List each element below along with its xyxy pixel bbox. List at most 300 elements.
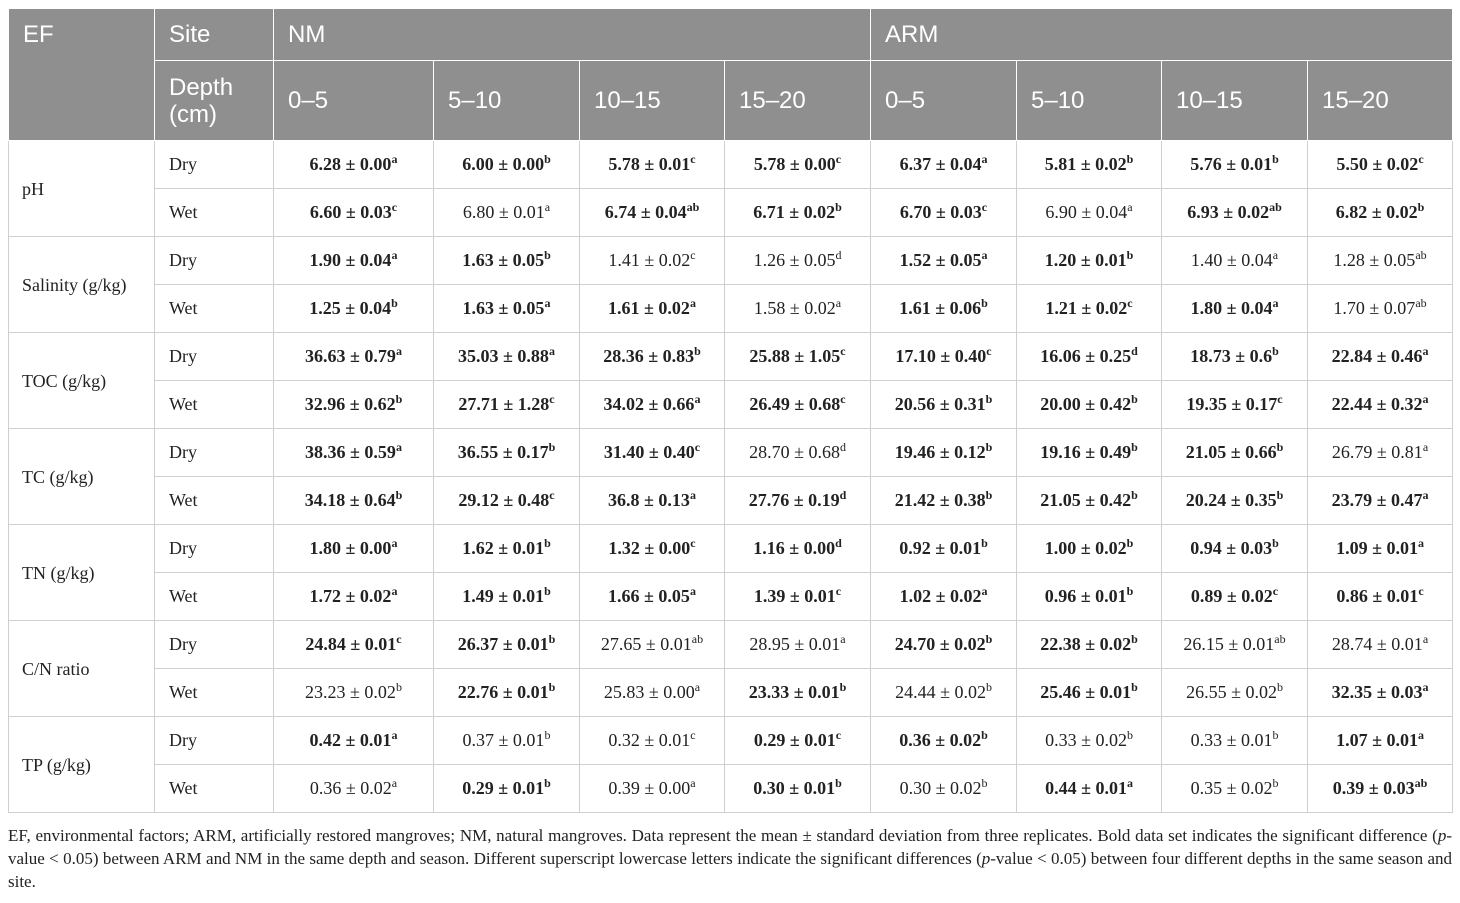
cell-value: 1.40 ± 0.04 xyxy=(1190,250,1273,270)
cell-value: 1.70 ± 0.07 xyxy=(1333,298,1416,318)
cell-superscript: b xyxy=(1272,152,1279,166)
cell-value: 26.55 ± 0.02 xyxy=(1186,682,1277,702)
table-row xyxy=(9,189,1453,237)
data-cell xyxy=(1162,381,1308,429)
cell-value: 1.80 ± 0.00 xyxy=(309,538,392,558)
data-cell xyxy=(580,573,725,621)
cell-value: 1.16 ± 0.00 xyxy=(753,538,836,558)
cell-value: 28.36 ± 0.83 xyxy=(603,346,695,366)
cell-value: 32.35 ± 0.03 xyxy=(1331,682,1423,702)
cell-superscript: a xyxy=(391,152,398,166)
season-label: Dry xyxy=(155,333,274,381)
cell-value: 6.70 ± 0.03 xyxy=(899,202,982,222)
cell-value: 17.10 ± 0.40 xyxy=(895,346,987,366)
cell-superscript: a xyxy=(1422,488,1429,502)
data-table-container xyxy=(8,8,1452,813)
data-cell xyxy=(725,669,871,717)
cell-superscript: a xyxy=(544,296,551,310)
season-label: Dry xyxy=(155,717,274,765)
season-label: Dry xyxy=(155,525,274,573)
data-cell xyxy=(1017,525,1162,573)
cell-superscript: a xyxy=(835,296,842,310)
data-cell xyxy=(274,621,434,669)
data-cell xyxy=(1308,765,1453,813)
cell-superscript: a xyxy=(981,584,988,598)
cell-value: 24.84 ± 0.01 xyxy=(305,634,397,654)
table-row xyxy=(9,717,1453,765)
cell-superscript: b xyxy=(1272,728,1279,742)
data-cell xyxy=(580,717,725,765)
cell-superscript: a xyxy=(1422,440,1429,454)
ef-label: C/N ratio xyxy=(9,621,155,717)
data-cell xyxy=(434,717,580,765)
ef-label: Salinity (g/kg) xyxy=(9,237,155,333)
cell-value: 26.79 ± 0.81 xyxy=(1331,442,1423,462)
cell-superscript: c xyxy=(549,392,555,406)
data-cell xyxy=(1308,381,1453,429)
ef-label: TC (g/kg) xyxy=(9,429,155,525)
data-cell xyxy=(580,525,725,573)
data-cell xyxy=(434,333,580,381)
data-cell xyxy=(434,429,580,477)
cell-superscript: b xyxy=(985,440,993,454)
data-cell xyxy=(1017,381,1162,429)
cell-value: 0.92 ± 0.01 xyxy=(899,538,982,558)
cell-value: 1.32 ± 0.00 xyxy=(608,538,691,558)
cell-value: 25.88 ± 1.05 xyxy=(749,346,841,366)
cell-value: 36.63 ± 0.79 xyxy=(305,346,396,366)
cell-superscript: c xyxy=(981,200,988,214)
cell-superscript: a xyxy=(689,488,696,502)
cell-value: 34.02 ± 0.66 xyxy=(603,394,695,414)
cell-superscript: b xyxy=(544,536,551,550)
cell-value: 0.86 ± 0.01 xyxy=(1336,586,1419,606)
data-cell xyxy=(871,189,1017,237)
cell-superscript: c xyxy=(835,584,842,598)
data-cell xyxy=(725,477,871,525)
season-label: Dry xyxy=(155,141,274,189)
cell-value: 1.09 ± 0.01 xyxy=(1336,538,1418,558)
cell-value: 1.49 ± 0.01 xyxy=(462,586,545,606)
cell-value: 0.33 ± 0.01 xyxy=(1190,730,1273,750)
data-cell xyxy=(871,477,1017,525)
season-label: Wet xyxy=(155,669,274,717)
cell-superscript: b xyxy=(981,776,988,790)
ef-label: TN (g/kg) xyxy=(9,525,155,621)
data-cell xyxy=(1308,525,1453,573)
cell-superscript: c xyxy=(690,152,696,166)
cell-superscript: a xyxy=(395,344,402,358)
data-cell xyxy=(1017,141,1162,189)
data-cell xyxy=(274,573,434,621)
cell-value: 26.49 ± 0.68 xyxy=(749,394,841,414)
footnote-text: -value < 0.05) between ARM and NM in the same depth and season. Different superscript lowercase letters indicate the significant differences ( xyxy=(8,826,1452,868)
cell-value: 1.20 ± 0.01 xyxy=(1044,250,1127,270)
data-cell xyxy=(580,621,725,669)
data-cell xyxy=(434,525,580,573)
cell-value: 5.76 ± 0.01 xyxy=(1190,154,1273,174)
footnote-text: EF, environmental factors; ARM, artificially restored mangroves; NM, natural mangroves. Data represent the mean ± standard deviation from three replicates. Bold data set indicates the significant difference ( xyxy=(8,826,1438,845)
data-cell xyxy=(871,381,1017,429)
header-group-nm: NM xyxy=(274,9,871,61)
data-cell xyxy=(725,333,871,381)
cell-superscript: b xyxy=(548,680,556,694)
cell-value: 1.21 ± 0.02 xyxy=(1045,298,1128,318)
cell-superscript: a xyxy=(391,248,398,262)
cell-value: 24.44 ± 0.02 xyxy=(895,682,986,702)
cell-superscript: b xyxy=(981,296,988,310)
cell-superscript: a xyxy=(1417,536,1424,550)
cell-superscript: b xyxy=(544,584,551,598)
data-cell xyxy=(1162,573,1308,621)
cell-value: 20.56 ± 0.31 xyxy=(894,394,986,414)
cell-superscript: ab xyxy=(1414,776,1428,790)
data-cell xyxy=(725,621,871,669)
ef-label: pH xyxy=(9,141,155,237)
cell-superscript: b xyxy=(544,248,551,262)
data-cell xyxy=(1017,477,1162,525)
data-cell xyxy=(1308,189,1453,237)
data-cell xyxy=(871,669,1017,717)
cell-value: 28.74 ± 0.01 xyxy=(1331,634,1423,654)
cell-superscript: d xyxy=(835,248,842,262)
data-cell xyxy=(434,669,580,717)
cell-superscript: a xyxy=(689,584,696,598)
cell-value: 1.28 ± 0.05 xyxy=(1333,250,1416,270)
header-depth-col: 15–20 xyxy=(1308,61,1453,141)
data-cell xyxy=(274,669,434,717)
cell-value: 0.35 ± 0.02 xyxy=(1190,778,1273,798)
cell-value: 20.00 ± 0.42 xyxy=(1040,394,1132,414)
season-label: Wet xyxy=(155,381,274,429)
cell-value: 0.39 ± 0.00 xyxy=(608,778,691,798)
cell-value: 0.32 ± 0.01 xyxy=(608,730,691,750)
cell-value: 1.90 ± 0.04 xyxy=(309,250,392,270)
cell-superscript: b xyxy=(1131,488,1138,502)
data-cell xyxy=(434,189,580,237)
data-cell xyxy=(1308,717,1453,765)
cell-superscript: b xyxy=(1131,680,1138,694)
header-depth-col: 10–15 xyxy=(580,61,725,141)
data-cell xyxy=(1162,429,1308,477)
cell-value: 1.62 ± 0.01 xyxy=(462,538,545,558)
data-cell xyxy=(1017,333,1162,381)
data-cell xyxy=(274,285,434,333)
cell-value: 23.23 ± 0.02 xyxy=(305,682,396,702)
cell-value: 0.96 ± 0.01 xyxy=(1044,586,1127,606)
cell-superscript: ab xyxy=(1415,296,1427,310)
data-cell xyxy=(1162,333,1308,381)
data-cell xyxy=(871,765,1017,813)
cell-superscript: b xyxy=(1126,728,1133,742)
cell-value: 1.66 ± 0.05 xyxy=(608,586,690,606)
header-row-groups xyxy=(9,9,1453,61)
cell-value: 36.55 ± 0.17 xyxy=(457,442,549,462)
data-cell xyxy=(1162,189,1308,237)
cell-value: 26.15 ± 0.01 xyxy=(1183,634,1275,654)
cell-superscript: a xyxy=(1126,776,1133,790)
ef-label: TOC (g/kg) xyxy=(9,333,155,429)
data-cell xyxy=(1017,429,1162,477)
data-cell xyxy=(871,717,1017,765)
data-cell xyxy=(1308,285,1453,333)
data-cell xyxy=(274,189,434,237)
cell-value: 6.90 ± 0.04 xyxy=(1045,202,1128,222)
cell-value: 1.52 ± 0.05 xyxy=(899,250,982,270)
cell-superscript: b xyxy=(1131,440,1138,454)
table-row xyxy=(9,765,1453,813)
footnote-italic-p: p xyxy=(1437,826,1447,845)
cell-superscript: c xyxy=(391,200,398,214)
cell-value: 25.46 ± 0.01 xyxy=(1040,682,1132,702)
cell-value: 19.46 ± 0.12 xyxy=(894,442,986,462)
header-depth-col: 15–20 xyxy=(725,61,871,141)
cell-superscript: a xyxy=(1272,296,1279,310)
header-row-depths xyxy=(9,61,1453,141)
cell-value: 1.72 ± 0.02 xyxy=(309,586,392,606)
cell-value: 6.93 ± 0.02 xyxy=(1187,202,1270,222)
cell-superscript: a xyxy=(1417,728,1424,742)
cell-value: 1.80 ± 0.04 xyxy=(1190,298,1273,318)
cell-value: 1.41 ± 0.02 xyxy=(608,250,691,270)
cell-superscript: b xyxy=(1126,536,1134,550)
cell-superscript: b xyxy=(1276,488,1284,502)
cell-value: 1.25 ± 0.04 xyxy=(309,298,392,318)
cell-superscript: a xyxy=(689,296,696,310)
cell-superscript: a xyxy=(981,152,988,166)
data-cell xyxy=(725,141,871,189)
data-cell xyxy=(580,141,725,189)
cell-value: 1.07 ± 0.01 xyxy=(1336,730,1418,750)
cell-value: 27.76 ± 0.19 xyxy=(748,490,840,510)
cell-value: 28.70 ± 0.68 xyxy=(749,442,840,462)
cell-superscript: b xyxy=(1131,392,1138,406)
cell-superscript: b xyxy=(395,488,403,502)
cell-superscript: a xyxy=(1127,200,1133,214)
data-cell xyxy=(1308,429,1453,477)
cell-superscript: a xyxy=(1422,392,1429,406)
cell-superscript: c xyxy=(694,440,701,454)
cell-superscript: b xyxy=(548,440,556,454)
cell-value: 26.37 ± 0.01 xyxy=(457,634,549,654)
header-depth-col: 5–10 xyxy=(434,61,580,141)
data-cell xyxy=(580,381,725,429)
cell-value: 27.71 ± 1.28 xyxy=(458,394,550,414)
table-row xyxy=(9,333,1453,381)
cell-superscript: ab xyxy=(1269,200,1282,214)
data-cell xyxy=(1162,525,1308,573)
data-cell xyxy=(1017,237,1162,285)
table-row xyxy=(9,477,1453,525)
table-row xyxy=(9,141,1453,189)
cell-superscript: c xyxy=(1127,296,1133,310)
data-cell xyxy=(274,765,434,813)
cell-superscript: b xyxy=(1272,344,1279,358)
cell-superscript: a xyxy=(1422,632,1429,646)
data-cell xyxy=(1162,669,1308,717)
cell-value: 22.76 ± 0.01 xyxy=(457,682,549,702)
cell-superscript: a xyxy=(1422,344,1429,358)
season-label: Dry xyxy=(155,237,274,285)
header-ef: EF xyxy=(9,9,155,141)
table-row xyxy=(9,237,1453,285)
data-cell xyxy=(274,717,434,765)
data-cell xyxy=(580,765,725,813)
data-cell xyxy=(1017,189,1162,237)
cell-value: 25.83 ± 0.00 xyxy=(603,682,695,702)
cell-superscript: a xyxy=(391,536,398,550)
cell-superscript: a xyxy=(544,200,551,214)
cell-superscript: b xyxy=(1131,632,1138,646)
cell-value: 19.16 ± 0.49 xyxy=(1040,442,1132,462)
data-cell xyxy=(1017,573,1162,621)
cell-superscript: a xyxy=(690,776,696,790)
table-row xyxy=(9,525,1453,573)
cell-value: 1.61 ± 0.02 xyxy=(608,298,690,318)
cell-value: 23.79 ± 0.47 xyxy=(1331,490,1423,510)
data-cell xyxy=(1162,477,1308,525)
cell-superscript: b xyxy=(981,536,988,550)
cell-superscript: c xyxy=(1277,392,1283,406)
cell-value: 0.42 ± 0.01 xyxy=(309,730,392,750)
data-cell xyxy=(434,285,580,333)
cell-superscript: b xyxy=(544,776,551,790)
data-cell xyxy=(1017,621,1162,669)
cell-superscript: d xyxy=(839,440,846,454)
cell-superscript: c xyxy=(396,632,402,646)
cell-value: 35.03 ± 0.88 xyxy=(458,346,549,366)
cell-value: 0.30 ± 0.02 xyxy=(899,778,982,798)
data-cell xyxy=(871,237,1017,285)
header-depth-col: 0–5 xyxy=(274,61,434,141)
data-cell xyxy=(274,381,434,429)
header-depth-col: 0–5 xyxy=(871,61,1017,141)
cell-value: 32.96 ± 0.62 xyxy=(304,394,396,414)
data-cell xyxy=(871,573,1017,621)
cell-value: 0.36 ± 0.02 xyxy=(899,730,982,750)
data-cell xyxy=(1308,621,1453,669)
data-cell xyxy=(434,573,580,621)
cell-superscript: b xyxy=(1272,536,1279,550)
cell-value: 5.78 ± 0.01 xyxy=(608,154,691,174)
cell-superscript: c xyxy=(690,536,696,550)
data-cell xyxy=(871,525,1017,573)
data-cell xyxy=(871,621,1017,669)
data-cell xyxy=(1162,717,1308,765)
cell-value: 29.12 ± 0.48 xyxy=(458,490,550,510)
header-depth: Depth (cm) xyxy=(155,61,274,141)
cell-value: 0.30 ± 0.01 xyxy=(753,778,836,798)
cell-value: 1.26 ± 0.05 xyxy=(753,250,836,270)
data-cell xyxy=(1308,333,1453,381)
cell-value: 38.36 ± 0.59 xyxy=(305,442,396,462)
data-cell xyxy=(580,477,725,525)
data-cell xyxy=(580,189,725,237)
cell-superscript: ab xyxy=(1274,632,1286,646)
cell-superscript: a xyxy=(694,680,701,694)
cell-value: 6.74 ± 0.04 xyxy=(604,202,687,222)
cell-superscript: a xyxy=(840,632,846,646)
cell-superscript: b xyxy=(1272,776,1279,790)
cell-value: 0.94 ± 0.03 xyxy=(1190,538,1273,558)
data-cell xyxy=(434,381,580,429)
data-cell xyxy=(725,381,871,429)
cell-superscript: b xyxy=(1126,152,1134,166)
season-label: Wet xyxy=(155,477,274,525)
season-label: Wet xyxy=(155,285,274,333)
season-label: Wet xyxy=(155,573,274,621)
cell-superscript: b xyxy=(1126,248,1134,262)
cell-superscript: d xyxy=(1131,344,1138,358)
cell-superscript: ab xyxy=(691,632,704,646)
table-row xyxy=(9,429,1453,477)
cell-superscript: a xyxy=(391,584,398,598)
cell-superscript: ab xyxy=(686,200,700,214)
cell-value: 1.63 ± 0.05 xyxy=(462,298,545,318)
data-cell xyxy=(434,477,580,525)
data-cell xyxy=(580,333,725,381)
cell-value: 0.39 ± 0.03 xyxy=(1332,778,1415,798)
cell-value: 0.44 ± 0.01 xyxy=(1045,778,1127,798)
data-cell xyxy=(871,333,1017,381)
table-row xyxy=(9,285,1453,333)
cell-value: 34.18 ± 0.64 xyxy=(304,490,396,510)
data-cell xyxy=(580,237,725,285)
data-cell xyxy=(1162,237,1308,285)
cell-value: 6.60 ± 0.03 xyxy=(309,202,392,222)
data-cell xyxy=(1308,477,1453,525)
cell-superscript: c xyxy=(1418,152,1424,166)
cell-superscript: c xyxy=(690,728,696,742)
cell-superscript: a xyxy=(548,344,555,358)
cell-superscript: b xyxy=(835,776,842,790)
cell-value: 1.58 ± 0.02 xyxy=(753,298,836,318)
cell-superscript: b xyxy=(1417,200,1425,214)
data-cell xyxy=(725,717,871,765)
cell-value: 23.33 ± 0.01 xyxy=(748,682,840,702)
cell-value: 1.00 ± 0.02 xyxy=(1044,538,1127,558)
data-cell xyxy=(1308,669,1453,717)
cell-value: 1.02 ± 0.02 xyxy=(899,586,982,606)
cell-superscript: a xyxy=(1422,680,1429,694)
cell-superscript: a xyxy=(395,440,402,454)
header-site: Site xyxy=(155,9,274,61)
data-cell xyxy=(1162,765,1308,813)
cell-value: 0.89 ± 0.02 xyxy=(1190,586,1273,606)
cell-value: 21.42 ± 0.38 xyxy=(894,490,986,510)
cell-superscript: c xyxy=(986,344,992,358)
footnote-italic-p: p xyxy=(981,849,991,868)
data-cell xyxy=(871,285,1017,333)
cell-value: 5.81 ± 0.02 xyxy=(1044,154,1127,174)
table-footnote xyxy=(8,824,1452,893)
data-cell xyxy=(274,429,434,477)
data-cell xyxy=(871,429,1017,477)
data-cell xyxy=(1162,621,1308,669)
season-label: Wet xyxy=(155,765,274,813)
cell-value: 27.65 ± 0.01 xyxy=(600,634,692,654)
cell-value: 0.29 ± 0.01 xyxy=(753,730,836,750)
cell-value: 1.63 ± 0.05 xyxy=(462,250,545,270)
cell-superscript: a xyxy=(1272,248,1279,262)
cell-value: 19.35 ± 0.17 xyxy=(1186,394,1278,414)
cell-superscript: c xyxy=(690,248,696,262)
cell-superscript: a xyxy=(981,248,988,262)
data-cell xyxy=(1308,141,1453,189)
cell-value: 21.05 ± 0.42 xyxy=(1040,490,1132,510)
cell-value: 20.24 ± 0.35 xyxy=(1185,490,1277,510)
cell-superscript: a xyxy=(391,728,398,742)
